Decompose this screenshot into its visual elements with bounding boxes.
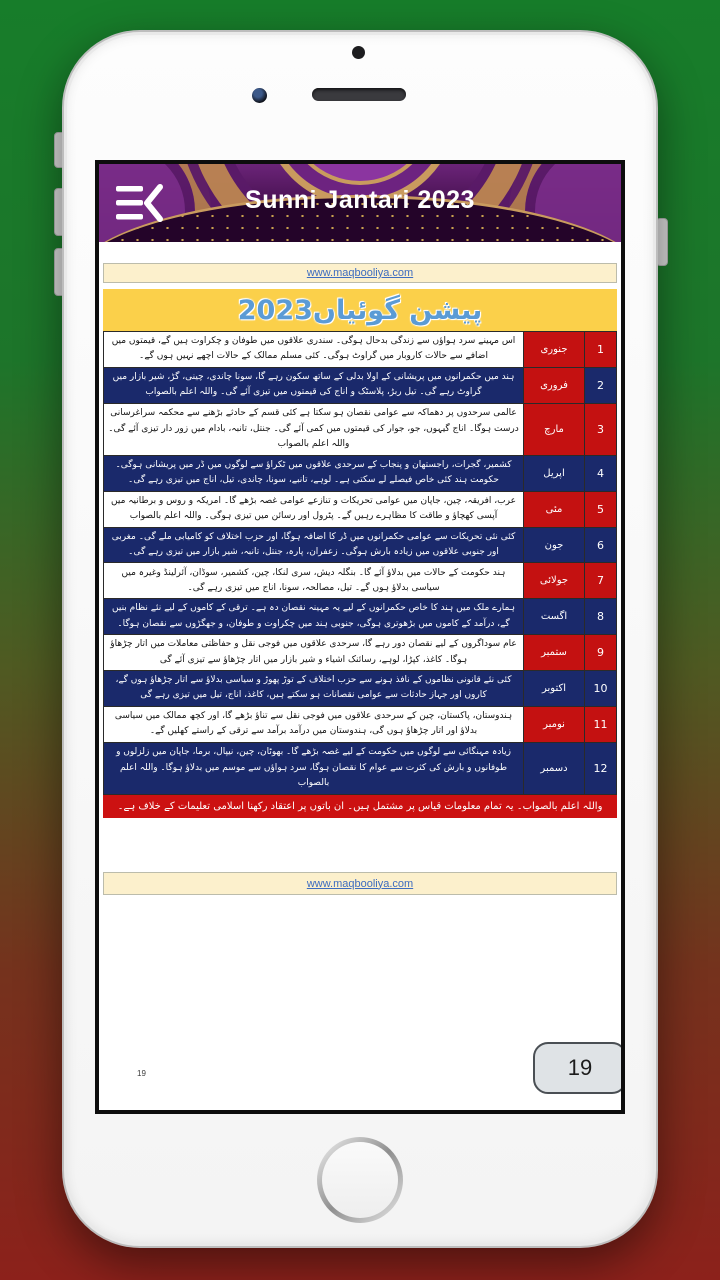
app-header [99,164,621,242]
prediction-row [104,491,617,527]
month-number-cell: 12 [585,742,617,794]
month-number-cell: 9 [585,635,617,671]
month-number-cell: 3 [585,403,617,455]
website-link-bottom[interactable]: www.maqbooliya.com [306,877,414,890]
prediction-row [104,706,617,742]
prediction-text-cell: ہندوستان، پاکستان، چین کے سرحدی علاقوں میں فوجی نقل سے تناؤ بڑھے گا، اور کچھ ممالک میں سیاسی بدلاؤ اور اتار چڑھاؤ ہوں گی، ہندوستان میں درآمد برآمد سے ترقی کے راستے کھلیں گے۔ [104,706,524,742]
prediction-row [104,455,617,491]
website-link-top[interactable]: www.maqbooliya.com [306,267,414,279]
prediction-row [104,332,617,368]
month-name-cell: اپریل [524,455,585,491]
prediction-text-cell: ہمارے ملک میں ہند کا خاص حکمرانوں کے لیے یہ مہینہ نقصان دہ ہے۔ ترقی کے کاموں کے لیے نئے نظام بنیں گے، درآمد کے کاموں میں بڑھوتری ہوگی، جنوبی ہند میں چکراوت و طوفان، و جھگڑوں سے نقصان ہوگا۔ [104,599,524,635]
month-name-cell: نومبر [524,706,585,742]
month-name-cell: اگست [524,599,585,635]
month-number-cell: 5 [585,491,617,527]
month-name-cell: جولائی [524,563,585,599]
front-camera [252,88,267,103]
app-screen [95,160,625,1114]
prediction-row [104,563,617,599]
predictions-title-banner [103,289,617,331]
page-number-note: 19 [137,1069,146,1078]
prediction-text-cell: ہند میں حکمرانوں میں پریشانی کے اولا بدلی کے ساتھ سکون رہے گا، سونا چاندی، چینی، گڑ، شیر بازار میں گراوٹ رہے گی۔ تیل ربڑ، پلاسٹک و اناج کی قیمتوں میں تیزی آئے گی۔ واللہ اعلم بالصواب [104,367,524,403]
home-button [317,1137,403,1223]
prediction-text-cell: کشمیر، گجرات، راجستھان و پنجاب کے سرحدی علاقوں میں ٹکراؤ سے لوگوں میں ڈر میں پریشانی ہوگی۔ حکومت ہند کئی خاص فیصلے لے سکتی ہے۔ لوہے، تانبے، سونا، چاندی، تیل، اناج میں تیزی رہے گی۔ [104,455,524,491]
prediction-row [104,599,617,635]
month-number-cell: 7 [585,563,617,599]
website-link-banner-top [103,263,617,283]
prediction-row [104,527,617,563]
month-number-cell: 10 [585,671,617,707]
disclaimer-text: واللہ اعلم بالصواب۔ یہ تمام معلومات قیاس پر مشتمل ہیں۔ ان باتوں پر اعتقاد رکھنا اسلامی تعلیمات کے خلاف ہے۔ [117,801,603,812]
month-name-cell: دسمبر [524,742,585,794]
page-number-button[interactable]: 19 [533,1042,625,1094]
predictions-table [103,331,617,795]
prediction-row [104,671,617,707]
prediction-text-cell: عالمی سرحدوں پر دھماکہ سے عوامی نقصان ہو سکتا ہے کئی قسم کے حادثے بڑھنے سے محکمہ سراغرسانی درست ہوگا۔ اناج گیہوں، جو، جوار کی قیمتوں میں کمی آئے گی۔ جنتل، تانبہ، بادام میں زور دار تیزی آئے گی۔ واللہ اعلم بالصواب [104,403,524,455]
month-name-cell: جنوری [524,332,585,368]
month-name-cell: ستمبر [524,635,585,671]
month-number-cell: 4 [585,455,617,491]
prediction-row [104,635,617,671]
month-name-cell: اکتوبر [524,671,585,707]
prediction-text-cell: زیادہ مہنگائی سے لوگوں میں حکومت کے لیے غصہ بڑھے گا۔ بھوٹان، چین، نیپال، برما، جاپان میں زلزلوں و طوفانوں و بارش کی کثرت سے عوام کا نقصان ہوگا، سرد ہواؤں سے موسم میں بدلاؤ ہوگا۔ واللہ اعلم بالصواب [104,742,524,794]
prediction-text-cell: عام سوداگروں کے لیے نقصان دور رہے گا، سرحدی علاقوں میں فوجی نقل و حفاظتی معاملات میں اتار چڑھاؤ ہوگا۔ کاغذ، کپڑا، لوہے، رسائنک اشیاء و شیر بازار میں اتار چڑھاؤ سے تیزی آئے گی [104,635,524,671]
predictions-table-body [104,332,617,795]
proximity-sensor-dot [352,46,365,59]
prediction-text-cell: عرب، افریقہ، چین، جاپان میں عوامی تحریکات و تنازعے عوامی غصہ بڑھے گا۔ امریکہ و روس و برطانیہ میں آپسی کھچاؤ و طاقت کا مظاہرے رہیں گے۔ پٹرول اور رسائن میں تیزی ہوگی۔ واللہ اعلم بالصواب [104,491,524,527]
home-button-inner [322,1142,398,1218]
website-link-banner-bottom [103,872,617,895]
month-number-cell: 2 [585,367,617,403]
prediction-text-cell: کئی نئی تحریکات سے عوامی حکمرانوں میں ڈر کا اضافہ ہوگا، اور حزب اختلاف کو کامیابی ملے گی۔ مغربی اور جنوبی علاقوں میں زیادہ بارش ہوگی۔ زعفران، پارہ، جنتل، تانبہ، شیر بازار میں تیزی رہے گی۔ [104,527,524,563]
prediction-row [104,742,617,794]
month-number-cell: 6 [585,527,617,563]
page-title: Sunni Jantari 2023 [245,186,475,214]
prediction-row [104,403,617,455]
menu-collapse-icon [115,184,163,222]
month-number-cell: 1 [585,332,617,368]
prediction-row [104,367,617,403]
prediction-text-cell: کئی نئے قانونی نظاموں کے نافذ ہونے سے حزب اختلاف کے توڑ پھوڑ و سیاسی بدلاؤ سے اتار چڑھاؤ ہوں گے، کاروں اور جہاز حادثات سے عوامی نقصانات ہو سکتے ہیں، کاغذ، اناج، تیل میں تیزی رہے گی [104,671,524,707]
month-name-cell: مارچ [524,403,585,455]
earpiece-speaker [312,88,406,101]
menu-collapse-button[interactable] [115,184,163,222]
month-name-cell: جون [524,527,585,563]
month-number-cell: 8 [585,599,617,635]
prediction-text-cell: اس مہینے سرد ہواؤں سے زندگی بدحال ہوگی۔ سندری علاقوں میں طوفان و چکراوت ہیں گے، قیمتوں میں اضافے سے حالات کاروبار میں گراوٹ ہوگی۔ کئی مسلم ممالک کے حالات اچھے نہیں ہوں گے۔ [104,332,524,368]
disclaimer-bar [103,795,617,818]
month-name-cell: فروری [524,367,585,403]
month-number-cell: 11 [585,706,617,742]
month-name-cell: مئی [524,491,585,527]
predictions-title: پیشن گوئیاں2023 [237,294,483,326]
prediction-text-cell: ہند حکومت کے حالات میں بدلاؤ آئے گا۔ بنگلہ دیش، سری لنکا، چین، کشمیر، سوڈان، آئرلینڈ وغیرہ میں سیاسی بدلاؤ ہوں گے۔ تیل، مصالحہ، سونا، اناج میں تیزی رہے گی۔ [104,563,524,599]
